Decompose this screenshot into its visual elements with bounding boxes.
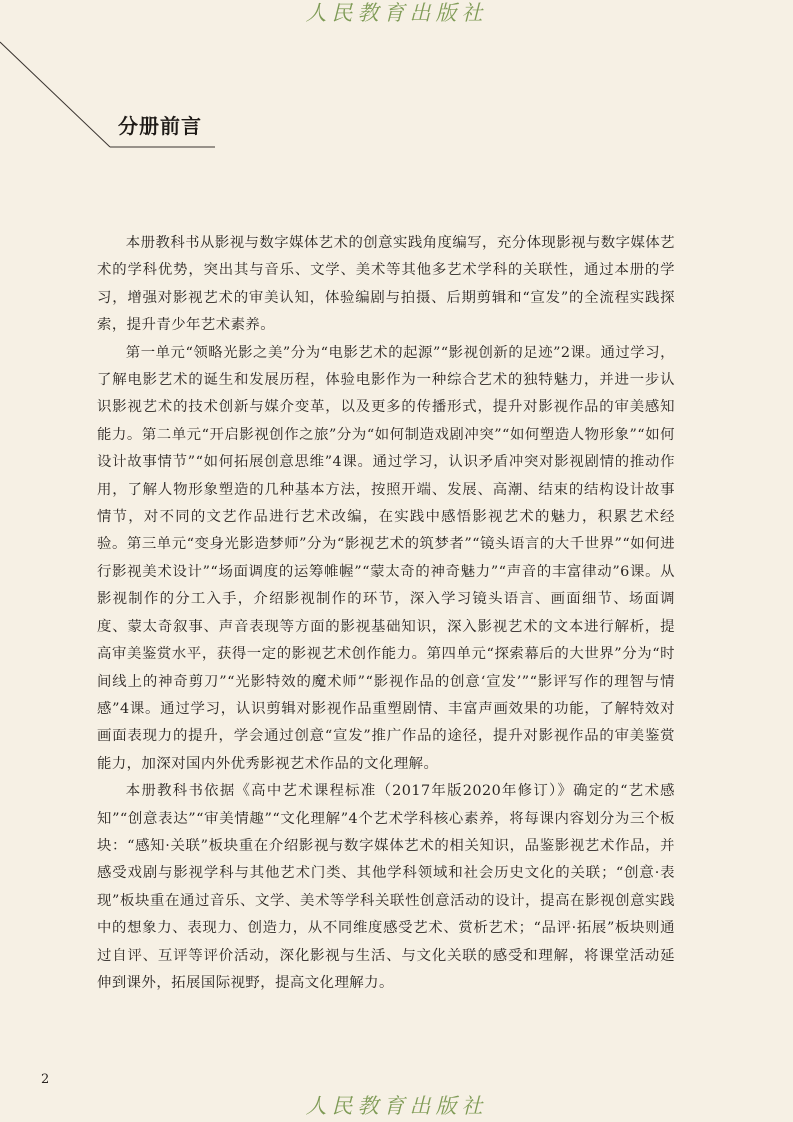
preface-body [97,230,675,997]
paragraph-structure: 本册教科书依据《高中艺术课程标准（2017年版2020年修订）》确定的“艺术感知”“创意表达”“审美情趣”“文化理解”4个艺术学科核心素养，将每课内容划分为三个板块：“感知·关联”板块重在介绍影视与数字媒体艺术的相关知识，品鉴影视艺术作品，并感受戏剧与影视学科与其他艺术门类、其他学科领域和社会历史文化的关联；“创意·表现”板块重在通过音乐、文学、美术等学科关联性创意活动的设计，提高在影视创意实践中的想象力、表现力、创造力，从不同维度感受艺术、赏析艺术；“品评·拓展”板块则通过自评、互评等评价活动，深化影视与生活、与文化关联的感受和理解，将课堂活动延伸到课外，拓展国际视野，提高文化理解力。 [97,783,675,991]
section-title: 分册前言 [118,114,202,138]
page-number: 2 [41,1072,50,1087]
paragraph-intro: 本册教科书从影视与数字媒体艺术的创意实践角度编写，充分体现影视与数字媒体艺术的学科优势，突出其与音乐、文学、美术等其他多艺术学科的关联性，通过本册的学习，增强对影视艺术的审美认知，体验编剧与拍摄、后期剪辑和“宣发”的全流程实践探索，提升青少年艺术素养。 [97,235,675,334]
publisher-logo-footer: 人民教育出版社 [305,1094,488,1118]
publisher-logo-header: 人民教育出版社 [305,1,488,25]
paragraph-units: 第一单元“领略光影之美”分为“电影艺术的起源”“影视创新的足迹”2课。通过学习，了解电影艺术的诞生和发展历程，体验电影作为一种综合艺术的独特魅力，并进一步认识影视艺术的技术创新与媒介变革，以及更多的传播形式，提升对影视作品的审美感知能力。第二单元“开启影视创作之旅”分为“如何制造戏剧冲突”“如何塑造人物形象”“如何设计故事情节”“如何拓展创意思维”4课。通过学习，认识矛盾冲突对影视剧情的推动作用，了解人物形象塑造的几种基本方法，按照开端、发展、高潮、结束的结构设计故事情节，对不同的文艺作品进行艺术改编，在实践中感悟影视艺术的魅力，积累艺术经验。第三单元“变身光影造梦师”分为“影视艺术的筑梦者”“镜头语言的大千世界”“如何进行影视美术设计”“场面调度的运筹帷幄”“蒙太奇的神奇魅力”“声音的丰富律动”6课。从影视制作的分工入手，介绍影视制作的环节，深入学习镜头语言、画面细节、场面调度、蒙太奇叙事、声音表现等方面的影视基础知识，深入影视艺术的文本进行解析，提高审美鉴赏水平，获得一定的影视艺术创作能力。第四单元“探索幕后的大世界”分为“时间线上的神奇剪刀”“光影特效的魔术师”“影视作品的创意‘宣发’”“影评写作的理智与情感”4课。通过学习，认识剪辑对影视作品重塑剧情、丰富声画效果的功能，了解特效对画面表现力的提升，学会通过创意“宣发”推广作品的途径，提升对影视作品的审美鉴赏能力，加深对国内外优秀影视艺术作品的文化理解。 [97,344,675,772]
